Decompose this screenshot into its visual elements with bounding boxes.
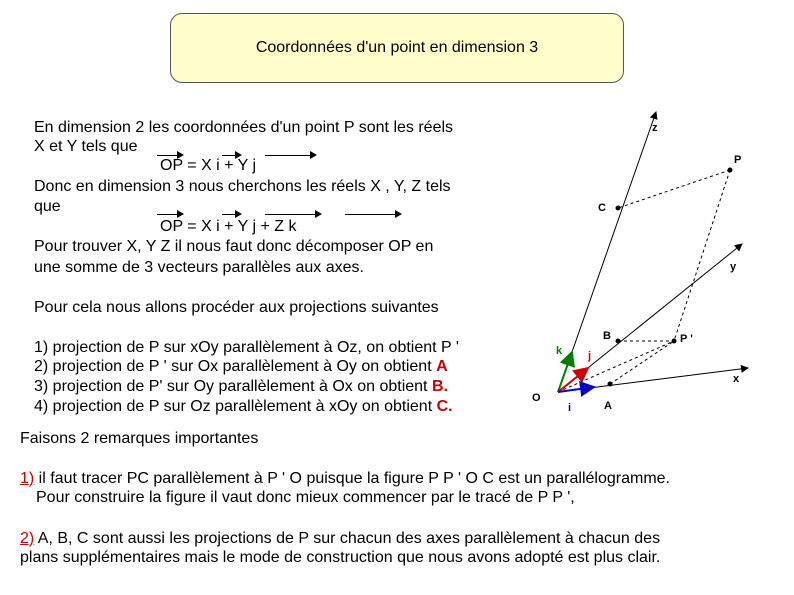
formula-2d: OP = X i + Y j <box>160 157 257 174</box>
label-b: B <box>603 330 611 342</box>
remark-2-number: 2) <box>20 530 35 547</box>
label-z: z <box>652 122 658 134</box>
remark-2-line-2: plans supplémentaires mais le mode de construction que nous avons adopté est plus clair. <box>20 549 661 566</box>
point-c-label: C. <box>436 398 453 415</box>
label-o: O <box>532 392 541 404</box>
remark-1-number: 1) <box>20 470 35 487</box>
remark-1-text: il faut tracer PC parallèlement à P ' O puisque la figure P P ' O C est un parallélogramme. <box>34 470 670 487</box>
formula-3d: OP = X i + Y j + Z k <box>160 218 297 235</box>
intro-line-3: Donc en dimension 3 nous cherchons les réels X , Y, Z tels <box>34 178 451 195</box>
step-3-text: 3) projection de P' sur Oy parallèlement à Ox on obtient <box>34 378 432 395</box>
label-y: y <box>730 261 737 273</box>
point-a-label: A <box>436 358 448 375</box>
step-2-text: 2) projection de P ' sur Ox parallèlement à Oy on obtient <box>34 358 437 375</box>
label-p: P <box>734 154 742 166</box>
step-1-text: 1) projection de P sur xOy parallèlement à Oz, on obtient P ' <box>34 339 459 356</box>
label-j: j <box>588 350 592 362</box>
point-b <box>616 339 621 344</box>
point-p-prime <box>672 339 677 344</box>
z-axis <box>558 112 656 392</box>
intro-line-6: une somme de 3 vecteurs parallèles aux axes. <box>34 259 364 276</box>
label-p-prime: P ' <box>680 333 693 345</box>
remark-2-text: A, B, C sont aussi les projections de P sur chacun des axes parallèlement à chacun des <box>34 530 661 547</box>
label-k: k <box>556 345 563 357</box>
point-c <box>616 206 621 211</box>
intro-line-1: En dimension 2 les coordonnées d'un point P sont les réels <box>34 119 454 136</box>
point-a <box>608 382 613 387</box>
label-x: x <box>733 373 740 385</box>
procedure-lead: Pour cela nous allons procéder aux projections suivantes <box>34 299 439 316</box>
intro-line-4: que <box>34 198 61 215</box>
remark-1-line-2: Pour construire la figure il vaut donc mieux commencer par le tracé de P P ', <box>36 489 575 506</box>
label-a: A <box>604 400 612 412</box>
page-title: Coordonnées d'un point en dimension 3 <box>255 39 539 56</box>
remarks-heading: Faisons 2 remarques importantes <box>20 430 259 447</box>
label-i: i <box>568 402 572 414</box>
construction-lines <box>558 170 730 392</box>
intro-line-5: Pour trouver X, Y Z il nous faut donc décomposer OP en <box>34 238 434 255</box>
point-b-label: B. <box>431 378 448 395</box>
step-4-text: 4) projection de P sur Oz parallèlement à xOy on obtient <box>34 398 437 415</box>
label-c: C <box>598 202 606 214</box>
point-p <box>728 168 733 173</box>
intro-line-2: X et Y tels que <box>34 138 138 155</box>
